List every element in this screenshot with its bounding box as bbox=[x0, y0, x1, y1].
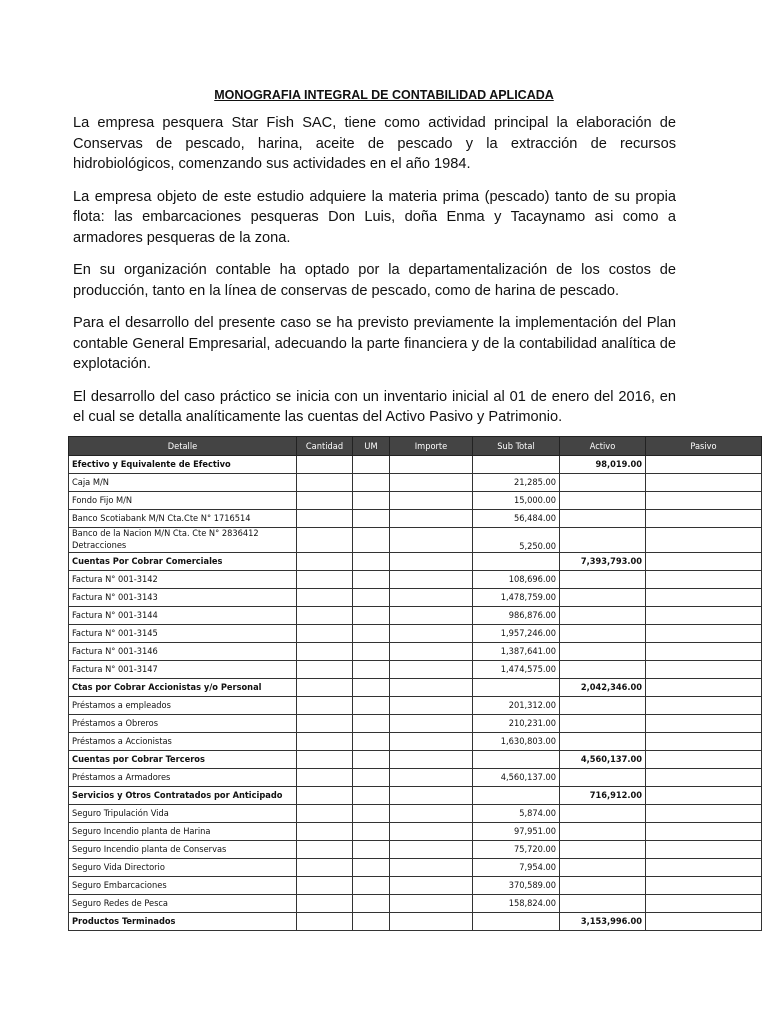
table-row bbox=[69, 625, 762, 643]
detalle-cell: Factura N° 001-3146 bbox=[69, 643, 297, 661]
sub-total-cell: 210,231.00 bbox=[473, 715, 560, 733]
um-cell bbox=[353, 805, 390, 823]
table-row bbox=[69, 510, 762, 528]
cantidad-cell bbox=[297, 679, 353, 697]
table-row bbox=[69, 589, 762, 607]
sub-total-cell: 15,000.00 bbox=[473, 492, 560, 510]
importe-cell bbox=[390, 474, 473, 492]
detalle-cell: Caja M/N bbox=[69, 474, 297, 492]
cantidad-cell bbox=[297, 823, 353, 841]
table-row bbox=[69, 733, 762, 751]
importe-cell bbox=[390, 510, 473, 528]
um-cell bbox=[353, 474, 390, 492]
activo-cell bbox=[560, 510, 646, 528]
cantidad-cell bbox=[297, 787, 353, 805]
sub-total-cell: 56,484.00 bbox=[473, 510, 560, 528]
table-row bbox=[69, 841, 762, 859]
activo-cell bbox=[560, 661, 646, 679]
paragraph: Para el desarrollo del presente caso se ha previsto previamente la implementación del Plan contable General Empresarial, adecuando la parte financiera y de la contabilidad analítica de explotación. bbox=[73, 315, 676, 372]
table-row bbox=[69, 697, 762, 715]
sub-total-cell: 201,312.00 bbox=[473, 697, 560, 715]
table-row bbox=[69, 607, 762, 625]
activo-cell: 98,019.00 bbox=[560, 456, 646, 474]
table-row bbox=[69, 877, 762, 895]
cantidad-cell bbox=[297, 643, 353, 661]
um-cell bbox=[353, 510, 390, 528]
importe-cell bbox=[390, 823, 473, 841]
table-row bbox=[69, 492, 762, 510]
importe-cell bbox=[390, 769, 473, 787]
importe-cell bbox=[390, 553, 473, 571]
pasivo-cell bbox=[646, 769, 762, 787]
pasivo-cell bbox=[646, 751, 762, 769]
header-detalle: Detalle bbox=[69, 437, 297, 456]
activo-cell: 2,042,346.00 bbox=[560, 679, 646, 697]
table-row bbox=[69, 805, 762, 823]
importe-cell bbox=[390, 492, 473, 510]
pasivo-cell bbox=[646, 859, 762, 877]
activo-cell bbox=[560, 571, 646, 589]
um-cell bbox=[353, 492, 390, 510]
table-row bbox=[69, 859, 762, 877]
pasivo-cell bbox=[646, 697, 762, 715]
sub-total-cell: 1,957,246.00 bbox=[473, 625, 560, 643]
detalle-cell: Factura N° 001-3144 bbox=[69, 607, 297, 625]
um-cell bbox=[353, 607, 390, 625]
pasivo-cell bbox=[646, 877, 762, 895]
cantidad-cell bbox=[297, 492, 353, 510]
table-row bbox=[69, 787, 762, 805]
table-row bbox=[69, 553, 762, 571]
activo-cell: 3,153,996.00 bbox=[560, 913, 646, 931]
pasivo-cell bbox=[646, 823, 762, 841]
cantidad-cell bbox=[297, 456, 353, 474]
um-cell bbox=[353, 528, 390, 553]
cantidad-cell bbox=[297, 913, 353, 931]
pasivo-cell bbox=[646, 607, 762, 625]
activo-cell bbox=[560, 528, 646, 553]
detalle-cell: Préstamos a Obreros bbox=[69, 715, 297, 733]
table-row bbox=[69, 769, 762, 787]
table-row bbox=[69, 913, 762, 931]
activo-cell: 4,560,137.00 bbox=[560, 751, 646, 769]
sub-total-cell: 5,874.00 bbox=[473, 805, 560, 823]
activo-cell: 7,393,793.00 bbox=[560, 553, 646, 571]
table-row bbox=[69, 715, 762, 733]
cantidad-cell bbox=[297, 697, 353, 715]
table-row bbox=[69, 474, 762, 492]
um-cell bbox=[353, 456, 390, 474]
importe-cell bbox=[390, 679, 473, 697]
cantidad-cell bbox=[297, 625, 353, 643]
importe-cell bbox=[390, 859, 473, 877]
cantidad-cell bbox=[297, 607, 353, 625]
table-row bbox=[69, 643, 762, 661]
detalle-cell: Servicios y Otros Contratados por Anticipado bbox=[69, 787, 297, 805]
table-row bbox=[69, 895, 762, 913]
sub-total-cell bbox=[473, 913, 560, 931]
cantidad-cell bbox=[297, 553, 353, 571]
sub-total-cell: 97,951.00 bbox=[473, 823, 560, 841]
um-cell bbox=[353, 913, 390, 931]
importe-cell bbox=[390, 625, 473, 643]
pasivo-cell bbox=[646, 805, 762, 823]
sub-total-cell bbox=[473, 553, 560, 571]
um-cell bbox=[353, 679, 390, 697]
detalle-cell: Fondo Fijo M/N bbox=[69, 492, 297, 510]
detalle-cell: Cuentas por Cobrar Terceros bbox=[69, 751, 297, 769]
pasivo-cell bbox=[646, 625, 762, 643]
activo-cell bbox=[560, 715, 646, 733]
importe-cell bbox=[390, 571, 473, 589]
um-cell bbox=[353, 841, 390, 859]
cantidad-cell bbox=[297, 805, 353, 823]
pasivo-cell bbox=[646, 528, 762, 553]
um-cell bbox=[353, 643, 390, 661]
detalle-cell: Seguro Incendio planta de Harina bbox=[69, 823, 297, 841]
table-row bbox=[69, 456, 762, 474]
pasivo-cell bbox=[646, 589, 762, 607]
importe-cell bbox=[390, 805, 473, 823]
detalle-cell: Factura N° 001-3145 bbox=[69, 625, 297, 643]
importe-cell bbox=[390, 913, 473, 931]
sub-total-cell: 5,250.00 bbox=[473, 528, 560, 553]
sub-total-cell: 1,387,641.00 bbox=[473, 643, 560, 661]
pasivo-cell bbox=[646, 733, 762, 751]
sub-total-cell: 108,696.00 bbox=[473, 571, 560, 589]
activo-cell bbox=[560, 625, 646, 643]
detalle-cell: Seguro Incendio planta de Conservas bbox=[69, 841, 297, 859]
detalle-cell: Seguro Redes de Pesca bbox=[69, 895, 297, 913]
sub-total-cell: 7,954.00 bbox=[473, 859, 560, 877]
pasivo-cell bbox=[646, 787, 762, 805]
importe-cell bbox=[390, 607, 473, 625]
cantidad-cell bbox=[297, 841, 353, 859]
sub-total-cell: 986,876.00 bbox=[473, 607, 560, 625]
table-row bbox=[69, 679, 762, 697]
cantidad-cell bbox=[297, 528, 353, 553]
pasivo-cell bbox=[646, 553, 762, 571]
cantidad-cell bbox=[297, 474, 353, 492]
activo-cell bbox=[560, 895, 646, 913]
sub-total-cell bbox=[473, 679, 560, 697]
um-cell bbox=[353, 823, 390, 841]
pasivo-cell bbox=[646, 913, 762, 931]
um-cell bbox=[353, 877, 390, 895]
cantidad-cell bbox=[297, 769, 353, 787]
cantidad-cell bbox=[297, 751, 353, 769]
table-row bbox=[69, 571, 762, 589]
table-header-row bbox=[69, 437, 762, 456]
activo-cell bbox=[560, 492, 646, 510]
sub-total-cell: 1,478,759.00 bbox=[473, 589, 560, 607]
sub-total-cell: 1,474,575.00 bbox=[473, 661, 560, 679]
sub-total-cell bbox=[473, 751, 560, 769]
importe-cell bbox=[390, 895, 473, 913]
detalle-cell: Banco Scotiabank M/N Cta.Cte N° 1716514 bbox=[69, 510, 297, 528]
activo-cell bbox=[560, 859, 646, 877]
um-cell bbox=[353, 787, 390, 805]
pasivo-cell bbox=[646, 661, 762, 679]
sub-total-cell: 4,560,137.00 bbox=[473, 769, 560, 787]
sub-total-cell: 1,630,803.00 bbox=[473, 733, 560, 751]
activo-cell bbox=[560, 769, 646, 787]
paragraph: En su organización contable ha optado por la departamentalización de los costos de producción, tanto en la línea de conservas de pescado, como de harina de pescado. bbox=[73, 262, 676, 299]
detalle-cell: Factura N° 001-3147 bbox=[69, 661, 297, 679]
header-importe: Importe bbox=[390, 437, 473, 456]
pasivo-cell bbox=[646, 715, 762, 733]
importe-cell bbox=[390, 751, 473, 769]
table-row bbox=[69, 661, 762, 679]
detalle-cell: Cuentas Por Cobrar Comerciales bbox=[69, 553, 297, 571]
detalle-cell: Seguro Vida Directorio bbox=[69, 859, 297, 877]
um-cell bbox=[353, 769, 390, 787]
um-cell bbox=[353, 715, 390, 733]
importe-cell bbox=[390, 877, 473, 895]
cantidad-cell bbox=[297, 510, 353, 528]
cantidad-cell bbox=[297, 895, 353, 913]
detalle-cell: Préstamos a empleados bbox=[69, 697, 297, 715]
um-cell bbox=[353, 751, 390, 769]
um-cell bbox=[353, 859, 390, 877]
activo-cell: 716,912.00 bbox=[560, 787, 646, 805]
pasivo-cell bbox=[646, 474, 762, 492]
sub-total-cell: 370,589.00 bbox=[473, 877, 560, 895]
cantidad-cell bbox=[297, 859, 353, 877]
activo-cell bbox=[560, 589, 646, 607]
um-cell bbox=[353, 895, 390, 913]
importe-cell bbox=[390, 528, 473, 553]
document-body bbox=[73, 113, 676, 440]
activo-cell bbox=[560, 841, 646, 859]
pasivo-cell bbox=[646, 510, 762, 528]
importe-cell bbox=[390, 661, 473, 679]
detalle-cell: Préstamos a Accionistas bbox=[69, 733, 297, 751]
importe-cell bbox=[390, 715, 473, 733]
sub-total-cell: 158,824.00 bbox=[473, 895, 560, 913]
sub-total-cell bbox=[473, 456, 560, 474]
header-pasivo: Pasivo bbox=[646, 437, 762, 456]
importe-cell bbox=[390, 697, 473, 715]
detalle-cell: Factura N° 001-3142 bbox=[69, 571, 297, 589]
um-cell bbox=[353, 571, 390, 589]
detalle-cell: Ctas por Cobrar Accionistas y/o Personal bbox=[69, 679, 297, 697]
activo-cell bbox=[560, 697, 646, 715]
importe-cell bbox=[390, 456, 473, 474]
um-cell bbox=[353, 661, 390, 679]
sub-total-cell bbox=[473, 787, 560, 805]
cantidad-cell bbox=[297, 715, 353, 733]
importe-cell bbox=[390, 733, 473, 751]
detalle-cell: Préstamos a Armadores bbox=[69, 769, 297, 787]
activo-cell bbox=[560, 607, 646, 625]
paragraph: La empresa pesquera Star Fish SAC, tiene como actividad principal la elaboración de Conservas de pescado, harina, aceite de pescado y la extracción de recursos hidrobiológicos, comenzando sus actividades en el año 1984. bbox=[73, 115, 676, 172]
importe-cell bbox=[390, 643, 473, 661]
activo-cell bbox=[560, 877, 646, 895]
inventory-table bbox=[68, 436, 762, 931]
activo-cell bbox=[560, 733, 646, 751]
um-cell bbox=[353, 589, 390, 607]
table-row bbox=[69, 528, 762, 553]
table-row bbox=[69, 751, 762, 769]
sub-total-cell: 21,285.00 bbox=[473, 474, 560, 492]
um-cell bbox=[353, 553, 390, 571]
header-um: UM bbox=[353, 437, 390, 456]
cantidad-cell bbox=[297, 733, 353, 751]
activo-cell bbox=[560, 643, 646, 661]
pasivo-cell bbox=[646, 571, 762, 589]
importe-cell bbox=[390, 589, 473, 607]
detalle-cell: Seguro Embarcaciones bbox=[69, 877, 297, 895]
detalle-cell: Seguro Tripulación Vida bbox=[69, 805, 297, 823]
importe-cell bbox=[390, 841, 473, 859]
document-title: MONOGRAFIA INTEGRAL DE CONTABILIDAD APLICADA bbox=[214, 88, 554, 102]
pasivo-cell bbox=[646, 895, 762, 913]
paragraph: La empresa objeto de este estudio adquiere la materia prima (pescado) tanto de su propia flota: las embarcaciones pesqueras Don Luis, doña Enma y Tacaynamo asi como a armadores pesqueras de la zona. bbox=[73, 188, 676, 246]
activo-cell bbox=[560, 474, 646, 492]
pasivo-cell bbox=[646, 492, 762, 510]
activo-cell bbox=[560, 805, 646, 823]
importe-cell bbox=[390, 787, 473, 805]
detalle-cell: Banco de la Nacion M/N Cta. Cte N° 2836412 Detracciones bbox=[69, 528, 297, 553]
sub-total-cell: 75,720.00 bbox=[473, 841, 560, 859]
detalle-cell: Factura N° 001-3143 bbox=[69, 589, 297, 607]
pasivo-cell bbox=[646, 841, 762, 859]
cantidad-cell bbox=[297, 589, 353, 607]
um-cell bbox=[353, 697, 390, 715]
paragraph: El desarrollo del caso práctico se inicia con un inventario inicial al 01 de enero del 2016, en el cual se detalla analíticamente las cuentas del Activo Pasivo y Patrimonio. bbox=[73, 388, 676, 425]
header-cantidad: Cantidad bbox=[297, 437, 353, 456]
pasivo-cell bbox=[646, 679, 762, 697]
header-sub-total: Sub Total bbox=[473, 437, 560, 456]
activo-cell bbox=[560, 823, 646, 841]
cantidad-cell bbox=[297, 571, 353, 589]
um-cell bbox=[353, 625, 390, 643]
pasivo-cell bbox=[646, 643, 762, 661]
table-row bbox=[69, 823, 762, 841]
header-activo: Activo bbox=[560, 437, 646, 456]
pasivo-cell bbox=[646, 456, 762, 474]
detalle-cell: Productos Terminados bbox=[69, 913, 297, 931]
detalle-cell: Efectivo y Equivalente de Efectivo bbox=[69, 456, 297, 474]
cantidad-cell bbox=[297, 877, 353, 895]
cantidad-cell bbox=[297, 661, 353, 679]
um-cell bbox=[353, 733, 390, 751]
